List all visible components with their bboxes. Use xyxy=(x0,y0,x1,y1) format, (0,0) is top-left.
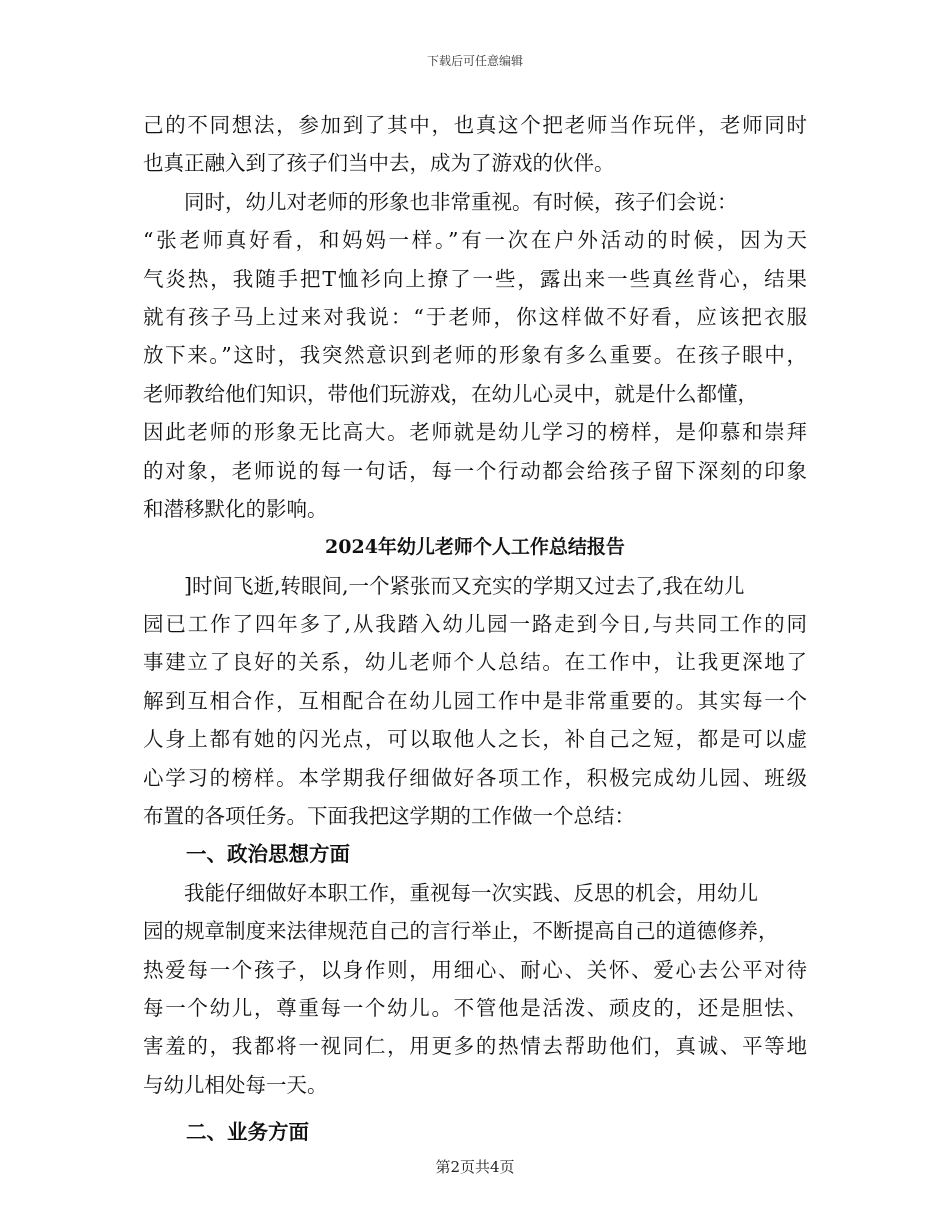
paragraph-line: 就有孩子马上过来对我说：“于老师，你这样做不好看，应该把衣服 xyxy=(143,304,807,329)
page-header: 下载后可任意编辑 xyxy=(426,54,523,68)
paragraph-line: 我能仔细做好本职工作，重视每一次实践、反思的机会，用幼儿 xyxy=(184,880,758,905)
paragraph-line: 解到互相合作，互相配合在幼儿园工作中是非常重要的。其实每一个 xyxy=(143,688,807,713)
paragraph-line: 气炎热，我随手把T恤衫向上撩了一些，露出来一些真丝背心，结果 xyxy=(143,266,807,291)
paragraph-line: 因此老师的形象无比高大。老师就是幼儿学习的榜样，是仰慕和崇拜 xyxy=(143,420,807,445)
section-heading-politics: 一、政治思想方面 xyxy=(186,842,350,867)
paragraph-line: ]时间飞逝,转眼间,一个紧张而又充实的学期又过去了,我在幼儿 xyxy=(184,573,745,598)
paragraph-line: 园的规章制度来法律规范自己的言行举止，不断提高自己的道德修养， xyxy=(143,919,779,944)
paragraph-line: 园已工作了四年多了,从我踏入幼儿园一路走到今日,与共同工作的同 xyxy=(143,612,807,637)
document-body xyxy=(143,106,807,1152)
paragraph-line: 同时，幼儿对老师的形象也非常重视。有时候，孩子们会说： xyxy=(184,189,738,214)
paragraph-line: 老师教给他们知识，带他们玩游戏，在幼儿心灵中，就是什么都懂， xyxy=(143,381,758,406)
page-footer: 第2页共4页 xyxy=(435,1158,515,1176)
paragraph-line: 的对象，老师说的每一句话，每一个行动都会给孩子留下深刻的印象 xyxy=(143,458,807,483)
paragraph-line: 己的不同想法，参加到了其中，也真这个把老师当作玩伴，老师同时 xyxy=(143,113,807,137)
spacer xyxy=(143,1104,807,1113)
section-title: 2024年幼儿老师个人工作总结报告 xyxy=(325,536,625,559)
paragraph-line: 心学习的榜样。本学期我仔细做好各项工作，积极完成幼儿园、班级 xyxy=(143,765,807,790)
paragraph-line: 放下来。”这时，我突然意识到老师的形象有多么重要。在孩子眼中， xyxy=(143,343,807,368)
paragraph-line: 人身上都有她的闪光点，可以取他人之长，补自己之短，都是可以虚 xyxy=(143,727,807,752)
paragraph-line: 与幼儿相处每一天。 xyxy=(143,1072,328,1097)
paragraph-line: 也真正融入到了孩子们当中去，成为了游戏的伙伴。 xyxy=(143,151,615,176)
paragraph-line: 害羞的，我都将一视同仁，用更多的热情去帮助他们，真诚、平等地 xyxy=(143,1034,807,1059)
paragraph-line: “张老师真好看，和妈妈一样。”有一次在户外活动的时候，因为天 xyxy=(143,228,807,253)
section-heading-business: 二、业务方面 xyxy=(186,1120,309,1145)
paragraph-line: 事建立了良好的关系，幼儿老师个人总结。在工作中，让我更深地了 xyxy=(143,650,807,675)
paragraph-line: 和潜移默化的影响。 xyxy=(143,496,328,521)
paragraph-line: 布置的各项任务。下面我把这学期的工作做一个总结： xyxy=(143,804,635,829)
paragraph-line: 热爱每一个孩子，以身作则，用细心、耐心、关怀、爱心去公平对待 xyxy=(143,957,807,982)
paragraph-line: 每一个幼儿，尊重每一个幼儿。不管他是活泼、顽皮的，还是胆怯、 xyxy=(143,995,807,1020)
